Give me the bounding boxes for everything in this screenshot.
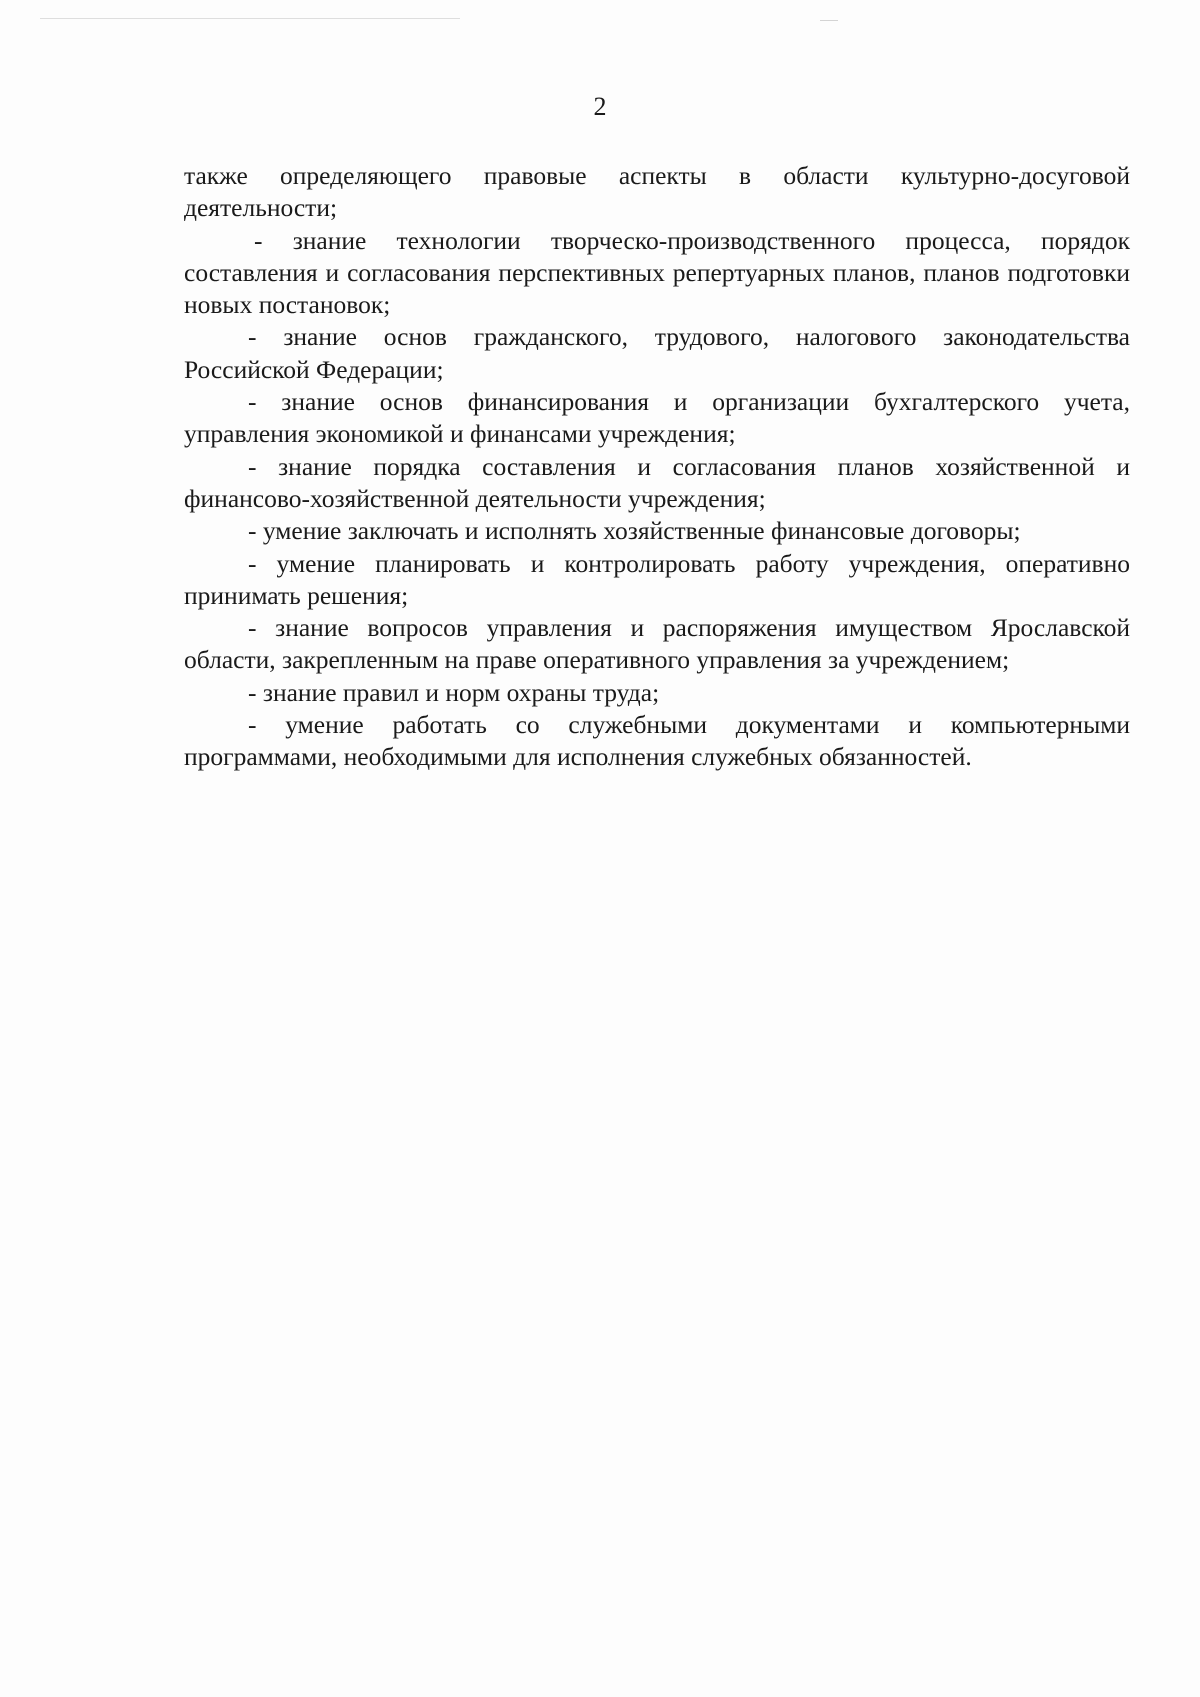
- scan-artifact: [40, 18, 460, 19]
- list-item: - знание вопросов управления и распоряжения имуществом Ярославской области, закрепленным на праве оперативного управления за учреждением;: [184, 613, 1130, 675]
- list-item: - знание правил и норм охраны труда;: [248, 677, 660, 707]
- list-item: - умение работать со служебными документами и компьютерными программами, необходимыми для исполнения служебных обязанностей.: [184, 710, 1130, 772]
- document-body: [184, 160, 1130, 774]
- list-item: - знание основ финансирования и организации бухгалтерского учета, управления экономикой и финансами учреждения;: [184, 387, 1130, 449]
- list-item: - знание основ гражданского, трудового, налогового законодательства Российской Федерации;: [184, 322, 1130, 384]
- page-number: 2: [593, 92, 607, 121]
- paragraph-continuation: также определяющего правовые аспекты в области культурно-досуговой деятельности;: [184, 161, 1130, 223]
- list-item: - знание технологии творческо-производственного процесса, порядок составления и согласования перспективных репертуарных планов, планов подготовки новых постановок;: [184, 225, 1130, 320]
- scan-artifact: [820, 20, 838, 21]
- list-item: - умение планировать и контролировать работу учреждения, оперативно принимать решения;: [184, 548, 1130, 610]
- list-item: - знание порядка составления и согласования планов хозяйственной и финансово-хозяйственной деятельности учреждения;: [184, 451, 1130, 513]
- list-item: - умение заключать и исполнять хозяйственные финансовые договоры;: [248, 516, 1021, 546]
